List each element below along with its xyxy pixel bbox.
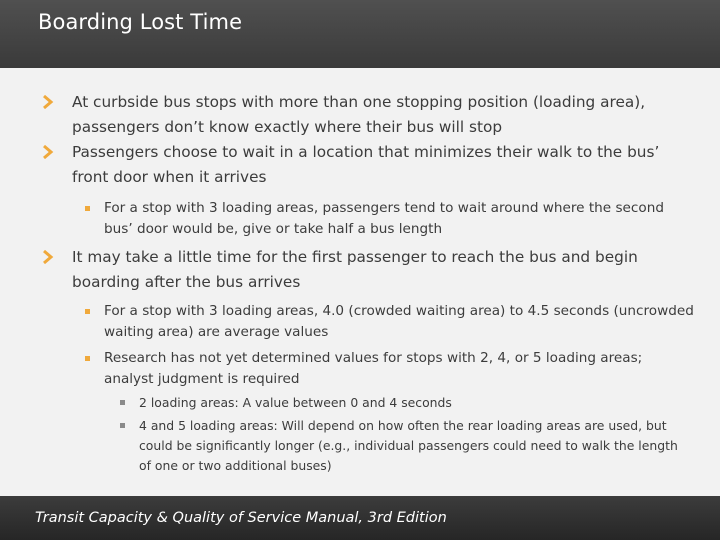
bullet-2-text: Passengers choose to wait in a location that minimizes their walk to the bus’ front door when it arrives xyxy=(72,143,660,186)
square-bullet-icon xyxy=(85,309,90,314)
bullet-1-text: At curbside bus stops with more than one stopping position (loading area), passengers don’t know exactly where their bus will stop xyxy=(72,93,646,136)
bullet-3-sub-1-text: For a stop with 3 loading areas, 4.0 (crowded waiting area) to 4.5 seconds (uncrowded waiting area) are average values xyxy=(104,303,694,340)
bullet-3-sub-2-sub-2 xyxy=(139,416,684,476)
square-bullet-icon xyxy=(120,423,125,428)
slide-header xyxy=(0,0,720,68)
chevron-right-icon xyxy=(41,250,55,264)
bullet-3-sub-2 xyxy=(104,348,694,390)
slide-footer xyxy=(0,496,720,540)
square-bullet-icon xyxy=(85,206,90,211)
bullet-2 xyxy=(72,140,692,190)
bullet-3-sub-1 xyxy=(104,301,694,343)
bullet-2-sub-1 xyxy=(104,198,694,240)
bullet-3-sub-2-sub-2-text: 4 and 5 loading areas: Will depend on how often the rear loading areas are used, but could be significantly longer (e.g., individual passengers could need to walk the length of one or two additional buses) xyxy=(139,418,678,473)
bullet-3-sub-2-sub-1-text: 2 loading areas: A value between 0 and 4 seconds xyxy=(139,395,452,410)
square-bullet-icon xyxy=(85,356,90,361)
bullet-3 xyxy=(72,245,692,295)
bullet-1 xyxy=(72,90,692,140)
bullet-2-sub-1-text: For a stop with 3 loading areas, passengers tend to wait around where the second bus’ door would be, give or take half a bus length xyxy=(104,200,664,237)
chevron-right-icon xyxy=(41,145,55,159)
square-bullet-icon xyxy=(120,400,125,405)
bullet-3-text: It may take a little time for the first passenger to reach the bus and begin boarding after the bus arrives xyxy=(72,248,638,291)
chevron-right-icon xyxy=(41,95,55,109)
bullet-3-sub-2-sub-1 xyxy=(139,393,684,413)
slide-content xyxy=(0,86,720,476)
bullet-3-sub-2-text: Research has not yet determined values for stops with 2, 4, or 5 loading areas; analyst judgment is required xyxy=(104,350,643,387)
footer-citation: Transit Capacity & Quality of Service Manual, 3rd Edition xyxy=(35,510,447,526)
slide-title: Boarding Lost Time xyxy=(38,10,243,34)
